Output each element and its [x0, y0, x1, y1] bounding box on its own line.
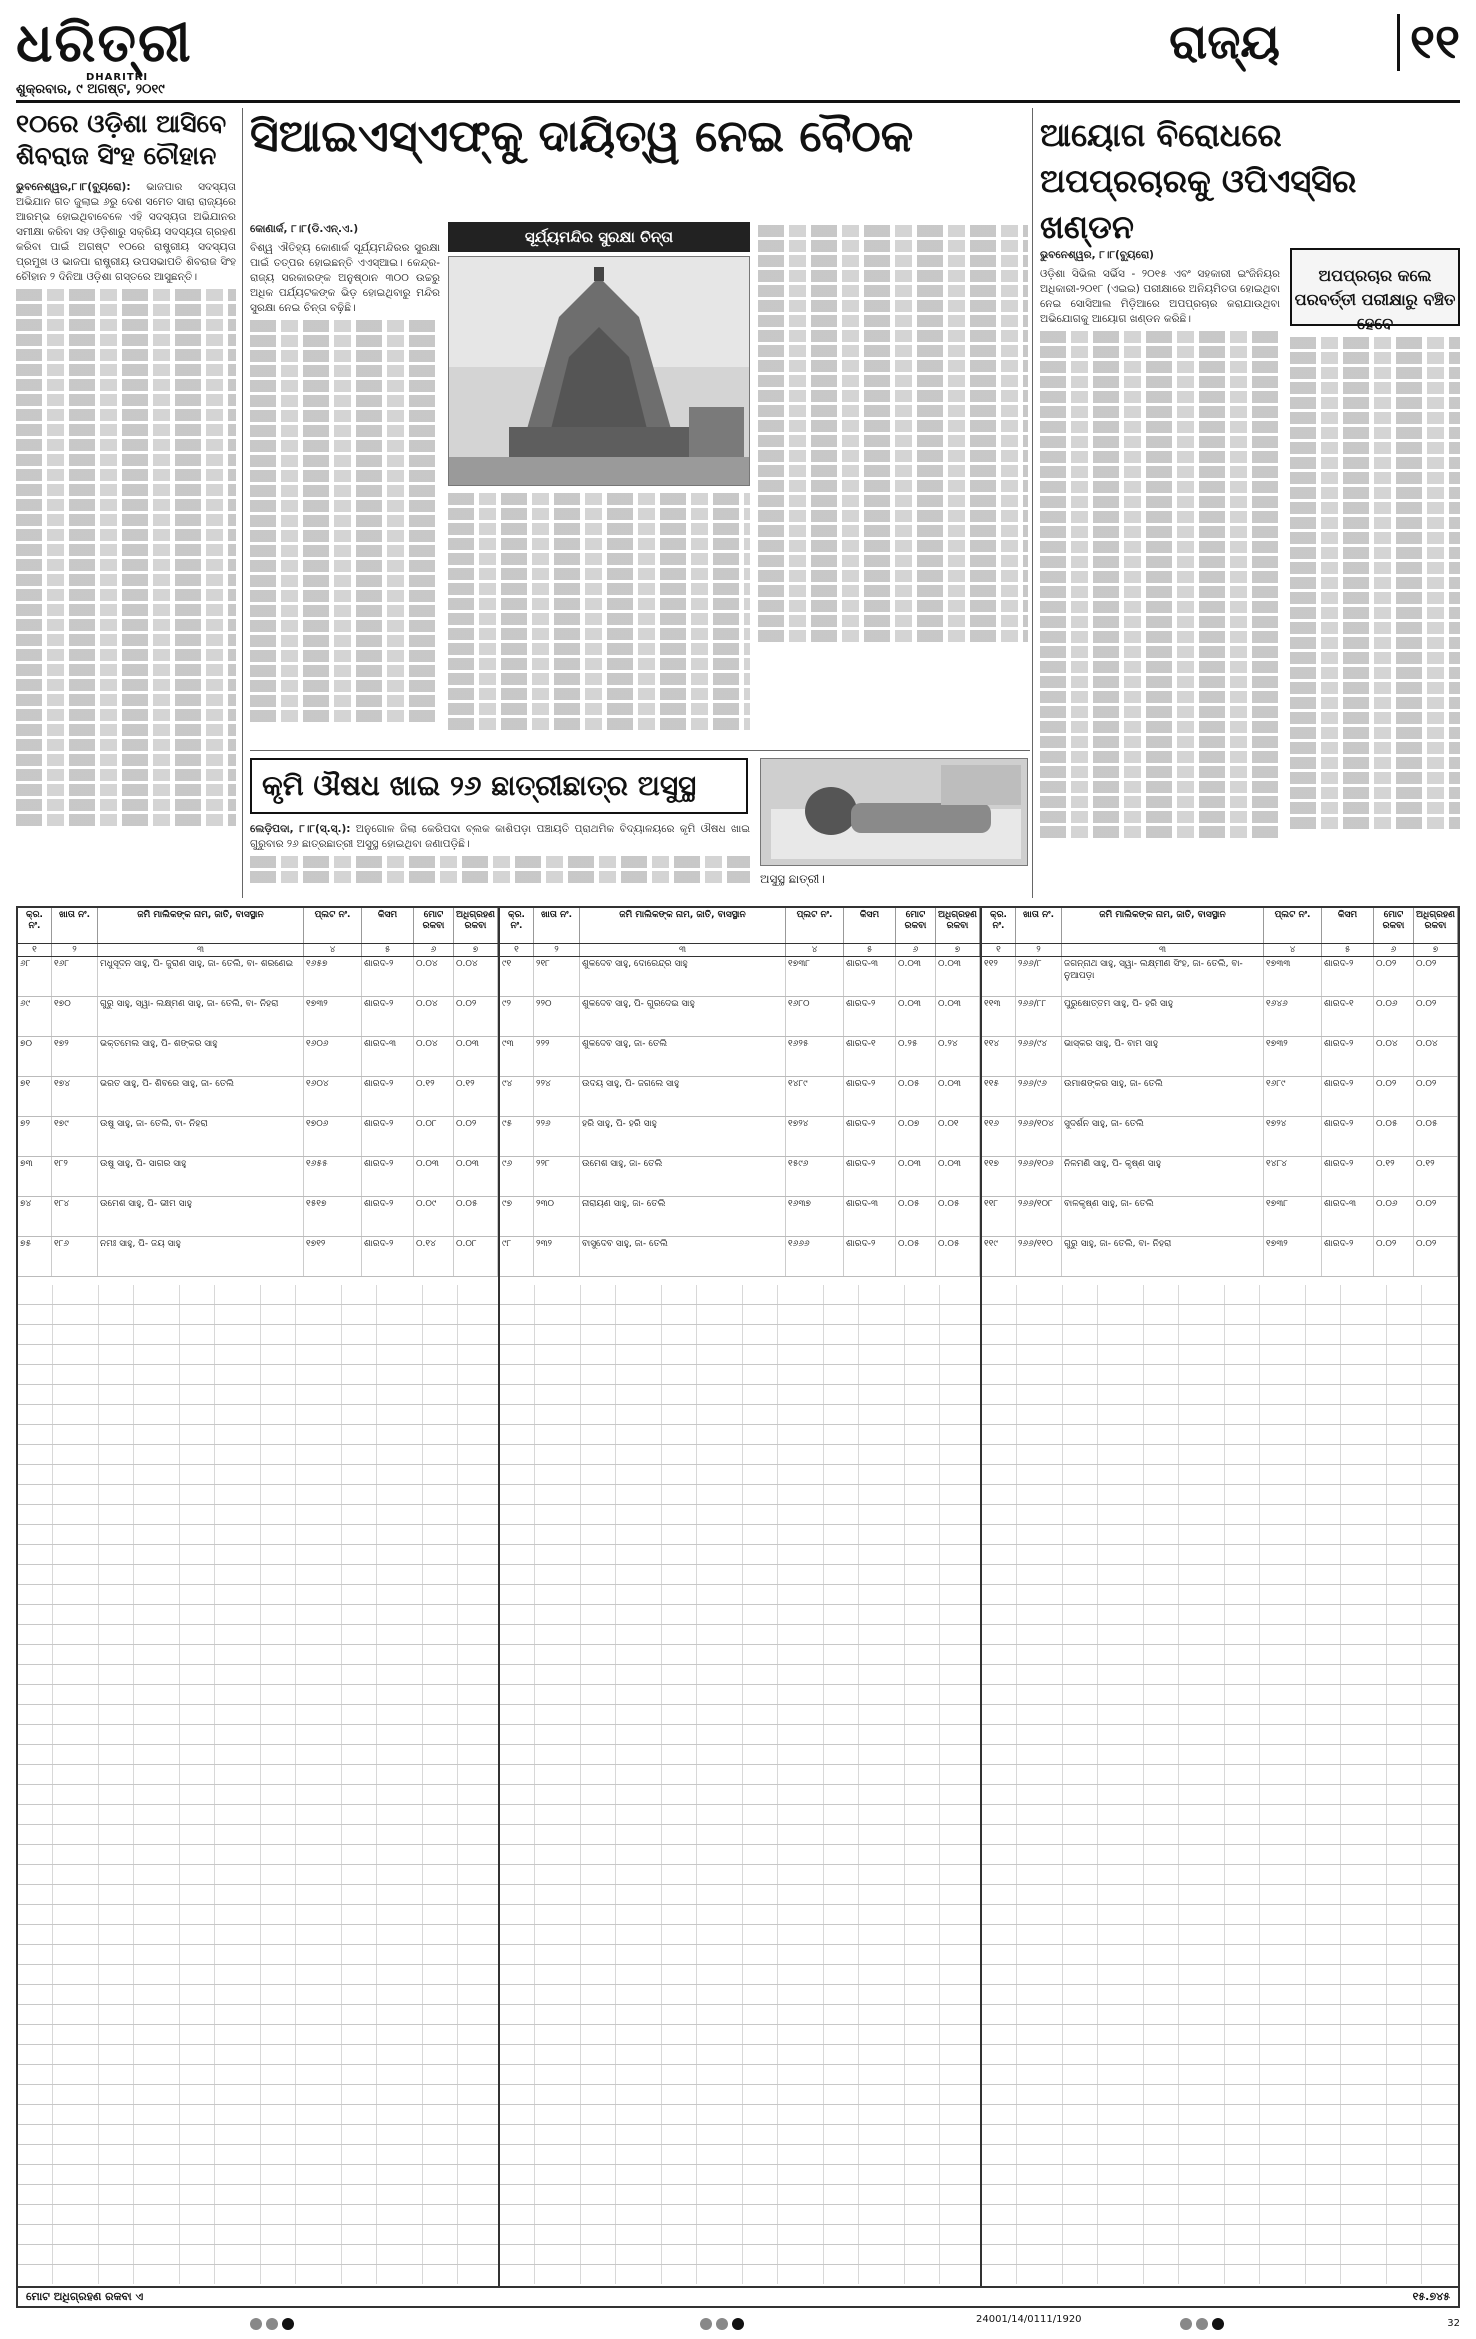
table-filler-rows — [500, 1285, 980, 2284]
table-cell: ୧୭୩୨ — [1264, 1237, 1322, 1276]
table-cell: ନିଳମଣି ସାହୁ, ପି- କୃଷ୍ଣ ସାହୁ — [1062, 1157, 1264, 1196]
number-cell: ୫ — [362, 944, 414, 956]
table-cell: ୧୧୮ — [982, 1197, 1016, 1236]
table-cell: ୦.୦୨ — [1374, 957, 1414, 996]
advert-code: 24001/14/0111/1920 — [976, 2314, 1082, 2325]
table-cell: ୦.୦୩ — [414, 1157, 454, 1196]
sick-student-photo — [760, 758, 1028, 866]
table-cell: ୧୮୨ — [52, 1157, 98, 1196]
table-cell: ୦.୦୨ — [1414, 997, 1458, 1036]
second-story-body — [250, 822, 750, 886]
table-row — [18, 1197, 498, 1237]
table-cell: ଉଷୁ ସାହୁ, ଜା- ତେଲି, ବା- ନିହରା — [98, 1117, 304, 1156]
table-cell: ୧୭୯ — [52, 1117, 98, 1156]
number-cell: ୬ — [1374, 944, 1414, 956]
table-cell: ଶାରଦ-୨ — [1322, 1077, 1374, 1116]
table-cell: ୦.୦୩ — [936, 1077, 980, 1116]
table-cell: ଶାରଦ-୩ — [362, 1037, 414, 1076]
table-cell: ଶୁକଦେବ ସାହୁ, ଦୋରେନ୍ଦ୍ର ସାହୁ — [580, 957, 786, 996]
right-story-headline: ଆୟୋଗ ବିରୋଧରେ ଅପପ୍ରଚାରକୁ ଓପିଏସ୍ସିର ଖଣ୍ଡନ — [1040, 116, 1357, 246]
header-cell: ଅଧିଗ୍ରହଣ ରକବା — [936, 908, 980, 943]
table-cell: ୧୭୨ — [52, 1037, 98, 1076]
table-cell: ଜଗନ୍ନାଥ ସାହୁ, ସ୍ୱା- ଲକ୍ଷ୍ମୀଣ ସିଂହ, ଜା- ତେଲି, ବା- ନୁଆପଡ଼ା — [1062, 957, 1264, 996]
table-filler-rows — [982, 1285, 1458, 2284]
table-cell: ୧୧୬ — [982, 1117, 1016, 1156]
table-cell: ୭୫ — [18, 1237, 52, 1276]
table-cell: ୦.୦୫ — [936, 1197, 980, 1236]
right-story-col-1 — [1040, 248, 1280, 841]
header-cell: ଜମି ମାଲିକଙ୍କ ନାମ, ଜାତି, ବାସସ୍ଥାନ — [98, 908, 304, 943]
table-cell: ଉମେଶ ସାହୁ, ପି- ଭୀମ ସାହୁ — [98, 1197, 304, 1236]
section-name: ରାଜ୍ୟ — [1169, 14, 1280, 70]
table-cell: ଉଦୟ ସାହୁ, ପି- ଜଗଲେ ସାହୁ — [580, 1077, 786, 1116]
table-cell: ଗୁରୁ ସାହୁ, ଜା- ତେଲି, ବା- ନିହରା — [1062, 1237, 1264, 1276]
table-cell: ଶାରଦ-୧ — [1322, 997, 1374, 1036]
table-cell: ୬୮ — [18, 957, 52, 996]
table-cell: ୧୧୨ — [982, 957, 1016, 996]
table-cell: ୧୬୮୯ — [1264, 1077, 1322, 1116]
table-row — [18, 1237, 498, 1277]
table-cell: ୧୬୩୭ — [786, 1197, 844, 1236]
table-cell: ୦.୦୩ — [936, 1157, 980, 1196]
table-cell: ୨୧୮ — [534, 957, 580, 996]
table-cell: ସୁଦର୍ଶନ ସାହୁ, ଜା- ତେଲି — [1062, 1117, 1264, 1156]
table-cell: ୧୭୩୮ — [786, 957, 844, 996]
header-cell: କିସମ — [844, 908, 896, 943]
table-column-block — [500, 908, 982, 2306]
table-row — [500, 1197, 980, 1237]
table-cell: ୯୬ — [500, 1157, 534, 1196]
table-row — [18, 997, 498, 1037]
header-cell: ଜମି ମାଲିକଙ୍କ ନାମ, ଜାତି, ବାସସ୍ଥାନ — [1062, 908, 1264, 943]
column-rule — [242, 108, 243, 898]
second-story-dateline: ଲେଡ଼ିପଦା, ୮।୮(ସ୍.ସ୍.): — [250, 823, 351, 835]
table-cell: ୯୩ — [500, 1037, 534, 1076]
table-row — [18, 957, 498, 997]
table-row — [982, 1077, 1458, 1117]
table-cell: ୧୭୨୪ — [1264, 1117, 1322, 1156]
table-total-row — [18, 2286, 1458, 2306]
main-headline: ସିଆଇଏସ୍ଏଫ୍କୁ ଦାୟିତ୍ୱ ନେଇ ବୈଠକ — [250, 111, 914, 162]
table-cell: ନମଃ ସାହୁ, ପି- ଜୟ ସାହୁ — [98, 1237, 304, 1276]
left-story-headline: ୧୦ରେ ଓଡ଼ିଶା ଆସିବେ ଶିବରାଜ ସିଂହ ଚୌହାନ — [16, 109, 227, 170]
table-cell: ଭକ୍ତମେଲ ସାହୁ, ପି- ଶଙ୍କର ସାହୁ — [98, 1037, 304, 1076]
table-cell: ଉଷୁ ସାହୁ, ପି- ସାଗର ସାହୁ — [98, 1157, 304, 1196]
table-cell: ୧୬୪୬ — [1264, 997, 1322, 1036]
table-cell: ୧୪୮୪ — [1264, 1157, 1322, 1196]
table-cell: ୧୧୭ — [982, 1157, 1016, 1196]
table-row — [982, 1037, 1458, 1077]
table-cell: ୦.୦୨ — [1374, 1077, 1414, 1116]
photo-caption: ଅସୁସ୍ଥ ଛାତ୍ରୀ। — [760, 872, 825, 886]
number-cell: ୪ — [786, 944, 844, 956]
table-cell: ୧୬୫୫ — [304, 1157, 362, 1196]
table-cell: ୧୭୩୨ — [304, 997, 362, 1036]
table-row — [18, 1037, 498, 1077]
main-story-col-2 — [448, 490, 750, 733]
table-number-row — [18, 944, 498, 957]
column-rule — [1032, 108, 1033, 898]
table-cell: ଶାରଦ-୨ — [1322, 957, 1374, 996]
table-row — [500, 1037, 980, 1077]
registration-mark — [1180, 2318, 1240, 2332]
header-cell: ଅଧିଗ୍ରହଣ ରକବା — [1414, 908, 1458, 943]
table-number-row — [500, 944, 980, 957]
table-column-block — [982, 908, 1460, 2306]
table-cell: ଶାରଦ-୨ — [362, 1237, 414, 1276]
table-cell: ୦.୧୪ — [414, 1237, 454, 1276]
table-cell: ୦.୨୪ — [936, 1037, 980, 1076]
table-cell: ୦.୦୨ — [1414, 1197, 1458, 1236]
left-story-dateline: ଭୁବନେଶ୍ୱର,୮।୮(ବ୍ୟୁରୋ): — [16, 181, 131, 193]
table-cell: ଶୁକଦେବ ସାହୁ, ପି- ଗୁରଦେଇ ସାହୁ — [580, 997, 786, 1036]
table-cell: ୦.୦୨ — [1414, 1237, 1458, 1276]
number-cell: ୧ — [982, 944, 1016, 956]
table-cell: ୯୮ — [500, 1237, 534, 1276]
table-cell: ୧୫୯୬ — [786, 1157, 844, 1196]
table-cell: ଶାରଦ-୨ — [362, 997, 414, 1036]
table-cell: ୦.୦୩ — [896, 1157, 936, 1196]
table-cell: ୯୨ — [500, 997, 534, 1036]
table-cell: ୬୯ — [18, 997, 52, 1036]
number-cell: ୧ — [18, 944, 52, 956]
table-cell: ୧୬୬୬ — [786, 1237, 844, 1276]
table-cell: ଶାରଦ-୨ — [362, 1077, 414, 1116]
land-acquisition-table — [16, 906, 1460, 2308]
number-cell: ୩ — [580, 944, 786, 956]
table-cell: ଶାରଦ-୨ — [362, 1117, 414, 1156]
table-cell: ୨୨୪ — [534, 1077, 580, 1116]
main-story-text: ବିଶ୍ୱ ଐତିହ୍ୟ କୋଣାର୍କ ସୂର୍ଯ୍ୟମନ୍ଦିରର ସୁରକ୍ଷା ପାଇଁ ତତ୍ପର ହୋଇଛନ୍ତି ଏଏସ୍ଆଇ। କେନ୍ଦ୍ର-ରାଜ୍ୟ ସରକାରଙ୍କ ଅନୁଷ୍ଠାନ ୩୦୦ ଉଚ୍ଚରୁ ଅଧିକ ପର୍ଯ୍ୟଟକଙ୍କ ଭିଡ଼ ହୋଇଥିବାରୁ ମନ୍ଦିର ସୁରକ୍ଷା ନେଇ ଚିନ୍ତା ବଢ଼ିଛି। — [250, 242, 440, 314]
number-cell: ୫ — [1322, 944, 1374, 956]
table-cell: ୦.୦୪ — [1374, 1037, 1414, 1076]
table-cell: ୨୬୬/୧୦୪ — [1016, 1117, 1062, 1156]
table-cell: ୨୬୬/୯୪ — [1016, 1037, 1062, 1076]
table-cell: ୭୦ — [18, 1037, 52, 1076]
table-cell: ହରି ସାହୁ, ପି- ହରି ସାହୁ — [580, 1117, 786, 1156]
table-cell: ୯୧ — [500, 957, 534, 996]
newspaper-logo: ଧରିତ୍ରୀ — [16, 10, 193, 74]
table-row — [982, 957, 1458, 997]
table-cell: ୦.୦୬ — [1374, 997, 1414, 1036]
table-cell: ୧୬୫୭ — [304, 957, 362, 996]
table-cell: ୦.୦୩ — [936, 957, 980, 996]
left-story-text: ଭାଜପାର ସଦସ୍ୟତା ଅଭିଯାନ ଗତ ଜୁଲାଇ ୬ରୁ ଦେଶ ସମେତ ସାରା ରାଜ୍ୟରେ ଆରମ୍ଭ ହୋଇଥିବାବେଳେ ଏହି ସଦସ୍ୟତା ଅଭିଯାନର ସମୀକ୍ଷା କରିବା ସହ ଓଡ଼ିଶାରୁ ସକ୍ରିୟ ସଦସ୍ୟତା ଗ୍ରହଣ କରିବା ପାଇଁ ଅଗଷ୍ଟ ୧୦ରେ ରାଷ୍ଟ୍ରୀୟ ସଦସ୍ୟତା ପ୍ରମୁଖ ଓ ଭାଜପା ରାଷ୍ଟ୍ରୀୟ ଉପସଭାପତି ଶିବରାଜ ସିଂହ ଚୌହାନ ୨ ଦିନିଆ ଓଡ଼ିଶା ଗସ୍ତରେ ଆସୁଛନ୍ତି। — [16, 181, 237, 283]
story-separator — [250, 750, 1030, 751]
table-cell: ମଧୁସୂଦନ ସାହୁ, ପି- ଜୁରାଣ ସାହୁ, ଜା- ତେଲି, ବା- ଶରଣେଇ — [98, 957, 304, 996]
header-cell: ମୋଟ ରକବା — [1374, 908, 1414, 943]
table-cell: ଶାରଦ-୨ — [1322, 1037, 1374, 1076]
table-row — [500, 1157, 980, 1197]
table-cell: ଗୁରୁ ସାହୁ, ସ୍ୱା- ଲକ୍ଷ୍ମଣ ସାହୁ, ଜା- ତେଲି, ବା- ନିହରା — [98, 997, 304, 1036]
table-cell: ୭୧ — [18, 1077, 52, 1116]
number-cell: ୪ — [304, 944, 362, 956]
table-cell: ୦.୦୫ — [454, 1197, 498, 1236]
right-story-callout: ଅପପ୍ରଚାର କଲେ ପରବର୍ତ୍ତୀ ପରୀକ୍ଷାରୁ ବଞ୍ଚିତ ହେବେ — [1290, 248, 1460, 326]
header-cell: ଜମି ମାଲିକଙ୍କ ନାମ, ଜାତି, ବାସସ୍ଥାନ — [580, 908, 786, 943]
right-story-text: ଓଡ଼ିଶା ସିଭିଲ ସର୍ଭିସ - ୨୦୧୫ ଏବଂ ସହକାରୀ ଇଂଜିନିୟର ଅଧିକାରୀ-୨୦୧୮ (ଏଇଇ) ପରୀକ୍ଷାରେ ଅନିୟମିତତା ହୋଇଥିବା ନେଇ ସୋସିଆଲ ମିଡ଼ିଆରେ ଅପପ୍ରଚାର କରାଯାଉଥିବା ଅଭିଯୋଗକୁ ଆୟୋଗ ଖଣ୍ଡନ କରିଛି। — [1040, 268, 1280, 325]
page-number-header: ୧୧ — [1397, 14, 1460, 71]
table-cell: ୨୩୦ — [534, 1197, 580, 1236]
table-cell: ଉମେଶ ସାହୁ, ଜା- ତେଲି — [580, 1157, 786, 1196]
table-cell: ୧୭୩୩ — [1264, 957, 1322, 996]
header-cell: କିସମ — [362, 908, 414, 943]
header-cell: ମୋଟ ରକବା — [414, 908, 454, 943]
table-number-row — [982, 944, 1458, 957]
table-cell: ୧୮୪ — [52, 1197, 98, 1236]
table-header — [18, 908, 498, 944]
number-cell: ୨ — [52, 944, 98, 956]
table-cell: ଶାରଦ-୨ — [844, 1117, 896, 1156]
table-cell: ୦.୦୩ — [454, 1157, 498, 1196]
table-cell: ପୁରୁଷୋତ୍ତମ ସାହୁ, ପି- ହରି ସାହୁ — [1062, 997, 1264, 1036]
table-row — [18, 1157, 498, 1197]
table-cell: ୧୫୧୭ — [304, 1197, 362, 1236]
table-cell: ଶାରଦ-୨ — [1322, 1237, 1374, 1276]
table-cell: ୭୩ — [18, 1157, 52, 1196]
table-cell: ୧୭୩୮ — [1264, 1197, 1322, 1236]
table-row — [18, 1077, 498, 1117]
table-cell: ୨୬୬/୮୮ — [1016, 997, 1062, 1036]
table-cell: ୦.୦୬ — [1374, 1197, 1414, 1236]
table-cell: ୦.୦୪ — [414, 957, 454, 996]
total-label: ମୋଟ ଅଧିଗ୍ରହଣ ରକବା ଏ — [26, 2290, 144, 2303]
table-cell: ୦.୨୫ — [896, 1037, 936, 1076]
table-cell: ୧୧୯ — [982, 1237, 1016, 1276]
table-cell: ୦.୧୨ — [1414, 1157, 1458, 1196]
table-cell: ୨୨୨ — [534, 1037, 580, 1076]
table-cell: ୨୩୨ — [534, 1237, 580, 1276]
table-cell: ଶାରଦ-୨ — [362, 957, 414, 996]
number-cell: ୫ — [844, 944, 896, 956]
table-row — [500, 957, 980, 997]
header-cell: ମୋଟ ରକବା — [896, 908, 936, 943]
table-cell: ୭୨ — [18, 1117, 52, 1156]
table-cell: ୦.୦୪ — [414, 997, 454, 1036]
masthead — [16, 10, 1460, 96]
table-cell: ୧୬୦୪ — [304, 1077, 362, 1116]
table-column-block — [18, 908, 500, 2306]
table-cell: ୦.୦୫ — [1414, 1117, 1458, 1156]
table-cell: ୧୧୩ — [982, 997, 1016, 1036]
table-cell: ୨୬୬/୧୧୦ — [1016, 1237, 1062, 1276]
table-row — [982, 1197, 1458, 1237]
table-row — [18, 1117, 498, 1157]
registration-mark — [700, 2318, 760, 2332]
konark-temple-photo — [448, 256, 750, 486]
table-cell: ୧୬୦୬ — [304, 1037, 362, 1076]
table-cell: ୧୭୩୨ — [1264, 1037, 1322, 1076]
table-cell: ୦.୦୩ — [896, 997, 936, 1036]
table-cell: ୦.୦୫ — [936, 1237, 980, 1276]
main-story-col-1 — [250, 222, 440, 725]
table-cell: ବାଳକୃଷ୍ଣ ସାହୁ, ଜା- ତେଲି — [1062, 1197, 1264, 1236]
table-cell: ୧୭୦ — [52, 997, 98, 1036]
table-cell: ଉମାଶଙ୍କର ସାହୁ, ଜା- ତେଲି — [1062, 1077, 1264, 1116]
table-row — [500, 1237, 980, 1277]
table-cell: ୦.୦୭ — [896, 1117, 936, 1156]
table-row — [500, 1117, 980, 1157]
masthead-rule — [16, 100, 1460, 103]
table-cell: ଶାରଦ-୩ — [844, 957, 896, 996]
number-cell: ୭ — [1414, 944, 1458, 956]
table-cell: ୧୬୮ — [52, 957, 98, 996]
number-cell: ୩ — [1062, 944, 1264, 956]
main-story-kicker: ସୂର୍ଯ୍ୟମନ୍ଦିର ସୁରକ୍ଷା ଚିନ୍ତା — [448, 222, 750, 252]
table-cell: ୧୬୨୫ — [786, 1037, 844, 1076]
table-cell: ୦.୧୨ — [454, 1077, 498, 1116]
table-cell: ୧୭୪ — [52, 1077, 98, 1116]
table-cell: ଶୁକଦେବ ସାହୁ, ଜା- ତେଲି — [580, 1037, 786, 1076]
right-story-dateline: ଭୁବନେଶ୍ୱର, ୮।୮(ବ୍ୟୁରୋ) — [1040, 249, 1154, 261]
table-cell: ୦.୦୫ — [1374, 1117, 1414, 1156]
table-cell: ୧୧୫ — [982, 1077, 1016, 1116]
header-cell: ଖାତା ନଂ. — [1016, 908, 1062, 943]
header-cell: କ୍ର. ନଂ. — [982, 908, 1016, 943]
table-cell: ୦.୦୪ — [414, 1037, 454, 1076]
number-cell: ୭ — [454, 944, 498, 956]
left-story-body — [16, 180, 236, 826]
table-cell: ଶାରଦ-୨ — [844, 1237, 896, 1276]
table-row — [982, 1237, 1458, 1277]
table-cell: ୦.୦୫ — [896, 1237, 936, 1276]
table-cell: ଶାରଦ-୩ — [1322, 1197, 1374, 1236]
table-cell: ଶାରଦ-୧ — [844, 1037, 896, 1076]
second-story-text: ଅନୁଗୋଳ ଜିଲା କେରିପଦା ବ୍ଲକ କାଶିପଡ଼ା ପଞ୍ଚାୟତି ପ୍ରାଥମିକ ବିଦ୍ୟାଳୟରେ କୃମି ଔଷଧ ଖାଇ ଗୁରୁବାର ୨୬ ଛାତ୍ରଛାତ୍ରୀ ଅସୁସ୍ଥ ହୋଇଥିବା ଜଣାପଡ଼ିଛି। — [250, 823, 750, 850]
table-cell: ୨୬୬/୧୦୬ — [1016, 1157, 1062, 1196]
header-cell: କ୍ର. ନଂ. — [500, 908, 534, 943]
header-cell: ଅଧିଗ୍ରହଣ ରକବା — [454, 908, 498, 943]
table-cell: ଶାରଦ-୨ — [362, 1157, 414, 1196]
header-cell: ପ୍ଲଟ ନଂ. — [1264, 908, 1322, 943]
table-cell: ୯୫ — [500, 1117, 534, 1156]
table-header — [500, 908, 980, 944]
number-cell: ୭ — [936, 944, 980, 956]
table-cell: ୧୮୬ — [52, 1237, 98, 1276]
table-cell: ଶାରଦ-୨ — [1322, 1157, 1374, 1196]
table-cell: ୦.୦୯ — [414, 1197, 454, 1236]
table-cell: ୧୭୦୬ — [304, 1117, 362, 1156]
table-cell: ଶାରଦ-୨ — [362, 1197, 414, 1236]
table-cell: ୯୭ — [500, 1197, 534, 1236]
header-cell: ଖାତା ନଂ. — [534, 908, 580, 943]
logo-subtitle: DHARITRI — [86, 72, 149, 83]
number-cell: ୬ — [896, 944, 936, 956]
table-cell: ନାରାୟଣ ସାହୁ, ଜା- ତେଲି — [580, 1197, 786, 1236]
table-cell: ଶାରଦ-୨ — [1322, 1117, 1374, 1156]
main-story-dateline: କୋଣାର୍କ, ୮।୮(ଡି.ଏନ୍.ଏ.) — [250, 223, 359, 235]
table-cell: ୦.୦୫ — [896, 1077, 936, 1116]
issue-date: ଶୁକ୍ରବାର, ୯ ଅଗଷ୍ଟ, ୨୦୧୯ — [16, 82, 165, 97]
table-cell: ବାସୁଦେବ ସାହୁ, ଜା- ତେଲି — [580, 1237, 786, 1276]
table-cell: ୧୭୨୪ — [786, 1117, 844, 1156]
table-cell: ୨୨୮ — [534, 1157, 580, 1196]
table-cell: ୦.୦୪ — [454, 957, 498, 996]
table-row — [982, 1117, 1458, 1157]
table-cell: ୦.୦୨ — [454, 1117, 498, 1156]
header-cell: ପ୍ଲଟ ନଂ. — [304, 908, 362, 943]
table-cell: ୧୭୧୨ — [304, 1237, 362, 1276]
table-cell: ୨୬୬/୯୬ — [1016, 1077, 1062, 1116]
registration-mark — [250, 2318, 310, 2332]
number-cell: ୬ — [414, 944, 454, 956]
table-cell: ୦.୦୧ — [936, 1117, 980, 1156]
table-cell: ୦.୦୨ — [1374, 1237, 1414, 1276]
table-cell: ୭୪ — [18, 1197, 52, 1236]
table-cell: ଶାରଦ-୨ — [844, 1157, 896, 1196]
table-row — [982, 1157, 1458, 1197]
main-story-col-3 — [758, 222, 1028, 645]
table-cell: ୦.୧୨ — [414, 1077, 454, 1116]
table-cell: ୯୪ — [500, 1077, 534, 1116]
table-cell: ଶାରଦ-୨ — [844, 997, 896, 1036]
number-cell: ୨ — [534, 944, 580, 956]
table-cell: ୧୪୮୯ — [786, 1077, 844, 1116]
header-cell: ଖାତା ନଂ. — [52, 908, 98, 943]
number-cell: ୧ — [500, 944, 534, 956]
number-cell: ୪ — [1264, 944, 1322, 956]
table-cell: ୧୧୪ — [982, 1037, 1016, 1076]
left-story — [16, 108, 236, 829]
table-cell: ୦.୧୨ — [1374, 1157, 1414, 1196]
table-cell: ୦.୦୨ — [454, 997, 498, 1036]
table-cell: ୨୨୦ — [534, 997, 580, 1036]
table-cell: ୦.୦୪ — [1414, 1037, 1458, 1076]
number-cell: ୩ — [98, 944, 304, 956]
table-cell: ୨୨୬ — [534, 1117, 580, 1156]
table-header — [982, 908, 1458, 944]
table-cell: ଭରତ ସାହୁ, ପି- ଶିବରେ ସାହୁ, ଜା- ତେଲି — [98, 1077, 304, 1116]
header-cell: ପ୍ଲଟ ନଂ. — [786, 908, 844, 943]
table-cell: ୨୬୬/୧୦୮ — [1016, 1197, 1062, 1236]
table-cell: ୦.୦୩ — [454, 1037, 498, 1076]
table-cell: ୨୬୬/୮ — [1016, 957, 1062, 996]
header-cell: କିସମ — [1322, 908, 1374, 943]
table-cell: ୧୬୮୦ — [786, 997, 844, 1036]
table-cell: ୦.୦୮ — [454, 1237, 498, 1276]
right-story-col-2 — [1290, 334, 1460, 832]
header-cell: କ୍ର. ନଂ. — [18, 908, 52, 943]
second-story-headline: କୃମି ଔଷଧ ଖାଇ ୨୬ ଛାତ୍ରୀଛାତ୍ର ଅସୁସ୍ଥ — [250, 758, 748, 814]
table-row — [500, 1077, 980, 1117]
table-cell: ୦.୦୩ — [896, 957, 936, 996]
table-cell: ୦.୦୨ — [1414, 1077, 1458, 1116]
table-row — [982, 997, 1458, 1037]
table-filler-rows — [18, 1285, 498, 2284]
number-cell: ୨ — [1016, 944, 1062, 956]
table-cell: ଶାରଦ-୩ — [844, 1197, 896, 1236]
printer-page-number: 32 — [1447, 2318, 1460, 2329]
total-value: ୧୫.୭୪୫ — [1412, 2290, 1450, 2303]
table-cell: ଭାସ୍କର ସାହୁ, ପି- ବାମ ସାହୁ — [1062, 1037, 1264, 1076]
table-cell: ୦.୦୨ — [1414, 957, 1458, 996]
table-cell: ୦.୦୫ — [896, 1197, 936, 1236]
table-cell: ୦.୦୩ — [936, 997, 980, 1036]
table-cell: ୦.୦୮ — [414, 1117, 454, 1156]
table-cell: ଶାରଦ-୨ — [844, 1077, 896, 1116]
table-row — [500, 997, 980, 1037]
